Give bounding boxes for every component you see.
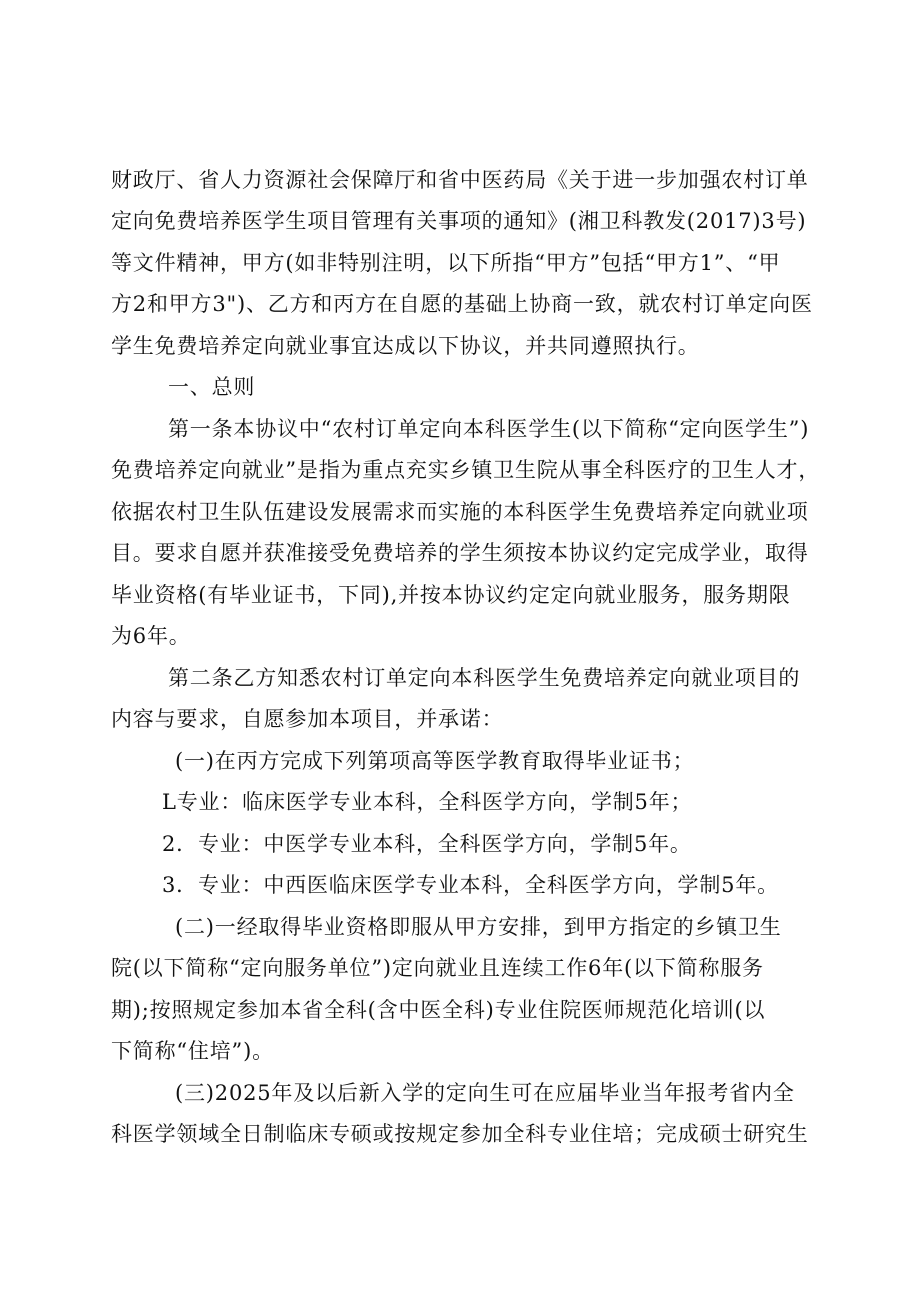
text-line: 2．专业：中医学专业本科，全科医学方向，学制5年。 (162, 832, 692, 856)
text-line: 毕业资格(有毕业证书，下同),并按本协议约定定向就业服务，服务期限 (111, 583, 791, 607)
section-heading: 一、总则 (168, 375, 256, 399)
text-line: 内容与要求，自愿参加本项目，并承诺： (111, 707, 504, 731)
text-line: 期);按照规定参加本省全科(含中医全科)专业住院医师规范化培训(以 (111, 998, 766, 1022)
text-line: 第二条乙方知悉农村订单定向本科医学生免费培养定向就业项目的 (168, 666, 801, 690)
text-line: 目。要求自愿并获准接受免费培养的学生须按本协议约定完成学业，取得 (111, 541, 809, 565)
text-line: 定向免费培养医学生项目管理有关事项的通知》(湘卫科教发(2017)3号) (111, 209, 807, 233)
text-line: 院(以下简称“定向服务单位”)定向就业且连续工作6年(以下简称服务 (111, 956, 764, 980)
text-line: 科医学领域全日制临床专硕或按规定参加全科专业住培；完成硕士研究生 (111, 1122, 809, 1146)
text-line: 等文件精神，甲方(如非特别注明，以下所指“甲方”包括“甲方1”、“甲 (111, 251, 781, 275)
text-line: (二)一经取得毕业资格即服从甲方安排，到甲方指定的乡镇卫生 (175, 915, 782, 939)
text-line: 为6年。 (111, 624, 191, 648)
text-line: 下简称“住培”)。 (111, 1039, 274, 1063)
text-line: (三)2025年及以后新入学的定向生可在应届毕业当年报考省内全 (175, 1081, 795, 1105)
text-line: 3．专业：中西医临床医学专业本科，全科医学方向，学制5年。 (162, 873, 779, 897)
text-line: L专业：临床医学专业本科，全科医学方向，学制5年； (162, 790, 693, 814)
text-line: 财政厅、省人力资源社会保障厅和省中医药局《关于进一步加强农村订单 (111, 168, 809, 192)
text-line: 方2和甲方3")、乙方和丙方在自愿的基础上协商一致，就农村订单定向医 (111, 292, 813, 316)
text-line: 免费培养定向就业”是指为重点充实乡镇卫生院从事全科医疗的卫生人才， (111, 458, 821, 482)
text-line: (一)在丙方完成下列第项高等医学教育取得毕业证书； (175, 749, 695, 773)
text-line: 第一条本协议中“农村订单定向本科医学生(以下简称“定向医学生”) (168, 417, 810, 441)
text-line: 学生免费培养定向就业事宜达成以下协议，并共同遵照执行。 (111, 334, 700, 358)
text-line: 依据农村卫生队伍建设发展需求而实施的本科医学生免费培养定向就业项 (111, 500, 809, 524)
